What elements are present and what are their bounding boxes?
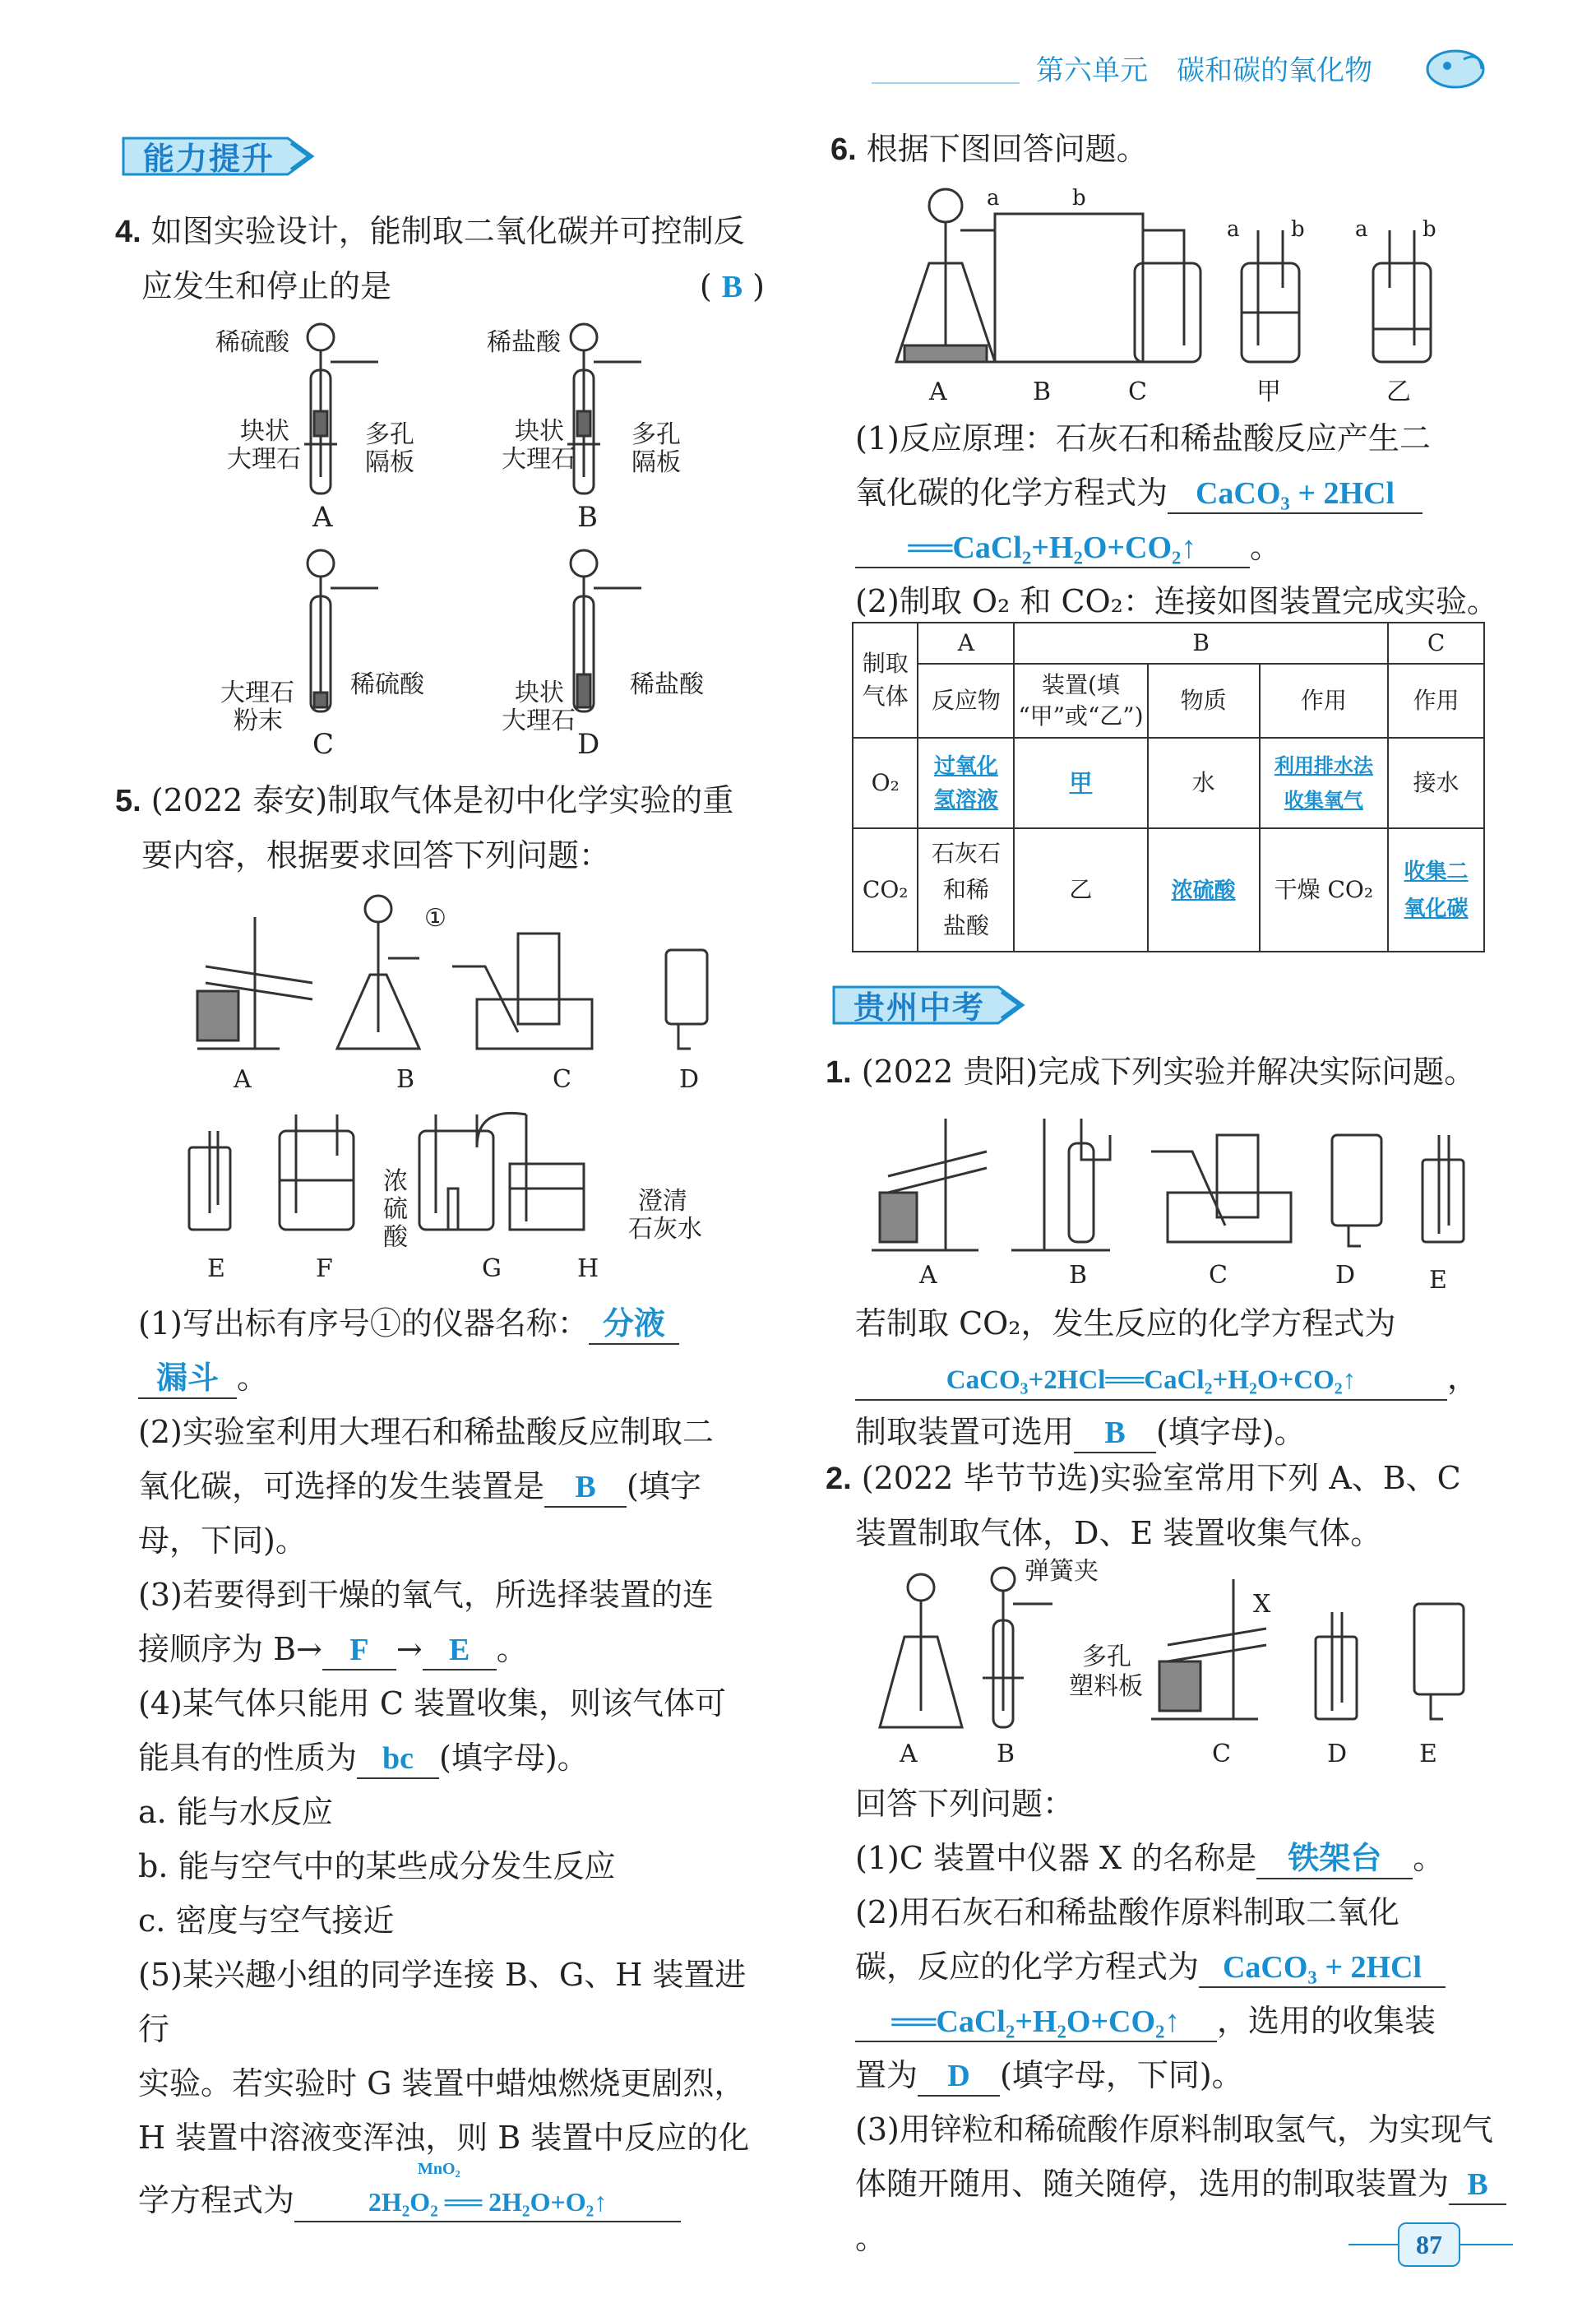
- q6-o2-dev: 甲: [1069, 770, 1093, 796]
- q5-p4-hint: (填字母)。: [439, 1740, 589, 1776]
- q5-p1-answer2: 漏斗: [155, 1361, 219, 1396]
- q6-row-o2: O₂: [853, 738, 918, 828]
- g2-apparatus-diagram: [872, 1563, 1497, 1735]
- q5-p5-answer: 2H₂O₂ ══ 2H₂O+O₂↑: [368, 2187, 608, 2217]
- g2-p3-end: 。: [855, 2220, 887, 2256]
- q5-p2-line1: (2)实验室利用大理石和稀盐酸反应制取二: [138, 1414, 714, 1450]
- q5-label-a: A: [234, 1065, 252, 1094]
- q4-label-d: D: [577, 728, 600, 761]
- q5-label-g: G: [482, 1254, 502, 1283]
- g1-answer-device: B: [1104, 1416, 1126, 1450]
- section-title-guizhou: 贵州中考: [854, 989, 986, 1026]
- q5-parts: [138, 1296, 763, 2227]
- q5-p2-answer: B: [575, 1470, 596, 1504]
- g2-p2-answer2: ══CaCl₂+H₂O+CO₂↑: [891, 2004, 1181, 2039]
- q5-p3-line2: 接顺序为 B→: [138, 1631, 322, 1667]
- g1-text: [826, 1045, 1516, 1100]
- q6-label-b: B: [1033, 378, 1052, 406]
- q4-label-c: C: [312, 728, 335, 761]
- g2-p2-hint: (填字母，下同)。: [1000, 2057, 1243, 2093]
- q6-number: 6.: [830, 132, 857, 167]
- q6-label-a: A: [929, 378, 947, 406]
- header-title: 碳和碳的氧化物: [1177, 54, 1373, 87]
- q5-label-f-acid1: 浓: [383, 1167, 408, 1196]
- q6-th-substance: 物质: [1148, 664, 1260, 738]
- q6-co2-sub: 浓硫酸: [1171, 878, 1236, 902]
- q4-label-b-solid2: 大理石: [502, 445, 576, 474]
- q4-label-a-acid: 稀硫酸: [215, 328, 289, 357]
- q5-p4-line2: 能具有的性质为: [138, 1740, 358, 1776]
- q4-number: 4.: [115, 215, 141, 249]
- q6-co2-device: 乙: [1014, 828, 1147, 952]
- q6-p2-text: (2)制取 O₂ 和 CO₂：连接如图装置完成实验。: [855, 583, 1498, 619]
- g2-p3-answer: B: [1467, 2167, 1488, 2202]
- q5-p5-line4: 学方程式为: [138, 2182, 295, 2218]
- q5-label-f-acid3: 酸: [383, 1223, 408, 1252]
- q6-o2-r2: 氢溶液: [933, 788, 998, 812]
- g2-label-x: X: [1253, 1590, 1271, 1619]
- g2-p3-line2: 体随开随用、随关随停，选用的制取装置为: [855, 2166, 1450, 2202]
- q6-th-use: 作用: [1260, 664, 1388, 738]
- q6-o2-c: 接水: [1388, 738, 1484, 828]
- q5-p3-end: 。: [496, 1631, 528, 1667]
- g2-label-plate2: 塑料板: [1069, 1672, 1143, 1701]
- q6-th-gas1: 制取: [862, 650, 909, 677]
- section-banner-guizhou: [826, 979, 1039, 1031]
- q6-co2-substance: [1148, 828, 1260, 952]
- q5-p1-text: (1)写出标有序号①的仪器名称：: [138, 1305, 589, 1341]
- q5-p4-answer: bc: [382, 1741, 414, 1776]
- q6-apparatus-diagram: [888, 181, 1480, 378]
- q5-circle-1: ①: [424, 904, 446, 933]
- g2-parts: [855, 1777, 1513, 2265]
- q6-port-a: a: [987, 186, 1000, 211]
- g2-p1-answer: 铁架台: [1288, 1842, 1382, 1876]
- q6-co2-r2: 和稀: [942, 876, 989, 903]
- q6-th-gas: [853, 623, 918, 738]
- g2-p1-text: (1)C 装置中仪器 X 的名称是: [855, 1840, 1257, 1876]
- header-unit: 第六单元: [1036, 54, 1148, 87]
- q5-option-b: b. 能与空气中的某些成分发生反应: [138, 1848, 616, 1884]
- g2-p3-line1: (3)用锌粒和稀硫酸作原料制取氢气，为实现气: [855, 2111, 1493, 2148]
- q6-th-c: C: [1388, 623, 1484, 664]
- q5-number: 5.: [115, 784, 141, 818]
- q4-label-b-plate2: 隔板: [631, 448, 681, 477]
- q6-o2-device: [1014, 738, 1147, 828]
- g1-parts: [855, 1296, 1513, 1459]
- q4-label-a-solid1: 块状: [240, 417, 289, 446]
- q4-label-b-plate1: 多孔: [631, 420, 681, 449]
- g1-line3: 制取装置可选用: [855, 1414, 1075, 1450]
- g2-number: 2.: [826, 1462, 852, 1496]
- q4-label-c-solid1: 大理石: [220, 679, 294, 707]
- q5-label-e: E: [207, 1254, 225, 1283]
- q6-yi-port-b: b: [1423, 217, 1436, 242]
- q5-p2-line2: 氧化碳，可选择的发生装置是: [138, 1468, 545, 1504]
- q6-jia-port-b: b: [1291, 217, 1305, 242]
- g2-p1-end: 。: [1413, 1840, 1445, 1876]
- q6-p1-line1: (1)反应原理：石灰石和稀盐酸反应产生二: [855, 420, 1431, 456]
- g1-apparatus-diagram: [863, 1102, 1488, 1267]
- q4-label-a: A: [312, 501, 333, 534]
- q4-label-a-plate2: 隔板: [365, 448, 414, 477]
- g1-label-c: C: [1209, 1261, 1228, 1290]
- q4-text: [115, 204, 773, 313]
- q6-text: [830, 122, 1505, 177]
- g2-p2-line3: ，选用的收集装: [1217, 2003, 1436, 2039]
- q5-line1: (2022 泰安)制取气体是初中化学实验的重: [150, 782, 734, 818]
- q6-yi-port-a: a: [1355, 217, 1368, 242]
- q4-label-d-solid2: 大理石: [502, 707, 576, 735]
- g2-text: [826, 1451, 1516, 1560]
- page-number-box: [1398, 2222, 1460, 2267]
- q5-option-a: a. 能与水反应: [138, 1794, 333, 1830]
- q4-label-d-solid1: 块状: [515, 679, 564, 707]
- q4-label-b: B: [577, 501, 598, 534]
- q4-label-b-acid: 稀盐酸: [487, 328, 561, 357]
- g2-label-plate1: 多孔: [1082, 1643, 1131, 1671]
- header-mascot-icon: [1423, 43, 1488, 92]
- q4-label-c-solid2: 粉末: [234, 707, 283, 735]
- q6-th-b: B: [1014, 623, 1388, 664]
- q6-table: [852, 622, 1485, 952]
- q6-th-a: A: [918, 623, 1014, 664]
- g1-comma: ，: [1447, 1360, 1479, 1396]
- q6-th-dev2: “甲”或“乙”): [1018, 702, 1144, 730]
- header-rule: [872, 82, 1020, 84]
- q6-co2-c: [1388, 828, 1484, 952]
- q6-p1-end: 。: [1250, 529, 1282, 565]
- q5-p5-line3: H 装置中溶液变浑浊，则 B 装置中反应的化: [138, 2120, 750, 2156]
- q5-label-c: C: [553, 1065, 571, 1094]
- g2-label-clip: 弹簧夹: [1025, 1557, 1099, 1586]
- page-number: 87: [1416, 2230, 1442, 2259]
- g2-label-b: B: [997, 1740, 1015, 1768]
- g2-p2-line4: 置为: [855, 2057, 918, 2093]
- q6-p1-answer1: CaCO₃ + 2HCl: [1195, 476, 1395, 511]
- q6-co2-r1: 石灰石: [931, 840, 1001, 867]
- g1-hint: (填字母)。: [1156, 1414, 1306, 1450]
- q4-label-d-acid: 稀盐酸: [630, 670, 704, 699]
- g2-label-a: A: [900, 1740, 918, 1768]
- q6-label-yi: 乙: [1386, 378, 1411, 406]
- q5-label-f: F: [316, 1254, 333, 1283]
- g1-label-e: E: [1429, 1266, 1447, 1295]
- g2-line1: (2022 毕节节选)实验室常用下列 A、B、C: [861, 1460, 1461, 1496]
- q6-th-gas2: 气体: [862, 683, 909, 710]
- q4-line2: 应发生和停止的是: [141, 268, 392, 304]
- q6-p1-line2: 氧化碳的化学方程式为: [855, 475, 1168, 511]
- q4-answer: B: [721, 270, 743, 304]
- q6-o2-substance: 水: [1148, 738, 1260, 828]
- q6-th-use-c: 作用: [1388, 664, 1484, 738]
- q4-label-a-plate1: 多孔: [365, 420, 414, 449]
- g2-label-e: E: [1419, 1740, 1437, 1768]
- q6-label-c: C: [1128, 378, 1147, 406]
- q4-line1: 如图实验设计，能制取二氧化碳并可控制反: [150, 213, 745, 249]
- g1-label-a: A: [919, 1261, 937, 1290]
- q4-label-a-solid2: 大理石: [227, 445, 301, 474]
- q4-answer-bracket: ( B ): [699, 268, 765, 304]
- q5-text: [115, 773, 773, 883]
- g1-line1: (2022 贵阳)完成下列实验并解决实际问题。: [861, 1054, 1476, 1090]
- g2-p2-line2: 碳，反应的化学方程式为: [855, 1949, 1200, 1985]
- g1-number: 1.: [826, 1055, 852, 1090]
- q4-label-c-acid: 稀硫酸: [350, 670, 424, 699]
- q6-o2-use1: 利用排水法: [1274, 756, 1373, 777]
- g2-label-c: C: [1212, 1740, 1231, 1768]
- q5-p1-answer1: 分液: [602, 1307, 665, 1341]
- q5-p5-catalyst: MnO₂: [418, 2160, 460, 2178]
- q5-label-h: H: [577, 1254, 599, 1283]
- g2-p2-answer1: CaCO₃ + 2HCl: [1222, 1950, 1423, 1985]
- q6-label-jia: 甲: [1256, 378, 1281, 406]
- q6-o2-reactant: [918, 738, 1014, 828]
- q6-th-reactant: 反应物: [918, 664, 1014, 738]
- q6-co2-reactant: [918, 828, 1014, 952]
- q5-p2-hint: (填字: [627, 1468, 701, 1504]
- section-banner-ability: [115, 130, 329, 183]
- g2-line2: 装置制取气体，D、E 装置收集气体。: [855, 1515, 1382, 1551]
- q5-label-h-water1: 澄清: [638, 1187, 687, 1216]
- q5-label-f-acid2: 硫: [383, 1195, 408, 1224]
- q6-th-dev1: 装置(填: [1041, 671, 1120, 698]
- q5-line2: 要内容，根据要求回答下列问题：: [141, 837, 611, 873]
- g2-p2-line1: (2)用石灰石和稀盐酸作原料制取二氧化: [855, 1894, 1399, 1930]
- g1-answer-equation: CaCO₃+2HCl══CaCl₂+H₂O+CO₂↑: [946, 1365, 1357, 1395]
- q6-co2-use: 干燥 CO₂: [1260, 828, 1388, 952]
- q6-row-co2: CO₂: [853, 828, 918, 952]
- q6-th-device: [1014, 664, 1147, 738]
- g2-p2-answer3: D: [947, 2059, 970, 2093]
- q5-p3-arrow: →: [396, 1631, 423, 1667]
- q6-jia-port-a: a: [1227, 217, 1240, 242]
- q5-p3-answer2: E: [449, 1633, 470, 1667]
- q5-p5-line2: 实验。若实验时 G 装置中蜡烛燃烧更剧烈，: [138, 2065, 746, 2101]
- q6-port-b: b: [1072, 186, 1086, 211]
- q6-o2-r1: 过氧化: [933, 754, 998, 778]
- q6-o2-use: [1260, 738, 1388, 828]
- q5-p3-line1: (3)若要得到干燥的氧气，所选择装置的连: [138, 1577, 714, 1613]
- q5-option-c: c. 密度与空气接近: [138, 1902, 395, 1939]
- g1-line2: 若制取 CO₂，发生反应的化学方程式为: [855, 1305, 1396, 1341]
- section-title-ability: 能力提升: [143, 141, 275, 177]
- g2-label-d: D: [1327, 1740, 1348, 1768]
- g1-label-b: B: [1069, 1261, 1088, 1290]
- q6-o2-use2: 收集氧气: [1284, 790, 1363, 812]
- q5-p3-answer1: F: [349, 1633, 369, 1667]
- q6-co2-c2: 氧化碳: [1404, 897, 1469, 920]
- q6-co2-r3: 盐酸: [942, 912, 989, 939]
- q6-p1-answer2: ══CaCl₂+H₂O+CO₂↑: [908, 531, 1197, 565]
- q5-label-d: D: [679, 1065, 700, 1094]
- q5-p1-end: 。: [237, 1360, 269, 1396]
- q6-parts: [855, 411, 1513, 628]
- q6-line1: 根据下图回答问题。: [866, 131, 1148, 167]
- q5-p2-line3: 母，下同)。: [138, 1522, 307, 1559]
- g1-label-d: D: [1335, 1261, 1356, 1290]
- g2-ask: 回答下列问题：: [855, 1786, 1075, 1822]
- q4-label-b-solid1: 块状: [515, 417, 564, 446]
- q5-label-h-water2: 石灰水: [628, 1215, 702, 1244]
- q5-label-b: B: [396, 1065, 415, 1094]
- q5-p5-line1: (5)某兴趣小组的同学连接 B、G、H 装置进行: [138, 1957, 747, 2047]
- q6-co2-c1: 收集二: [1404, 860, 1469, 883]
- q5-p4-line1: (4)某气体只能用 C 装置收集，则该气体可: [138, 1685, 727, 1721]
